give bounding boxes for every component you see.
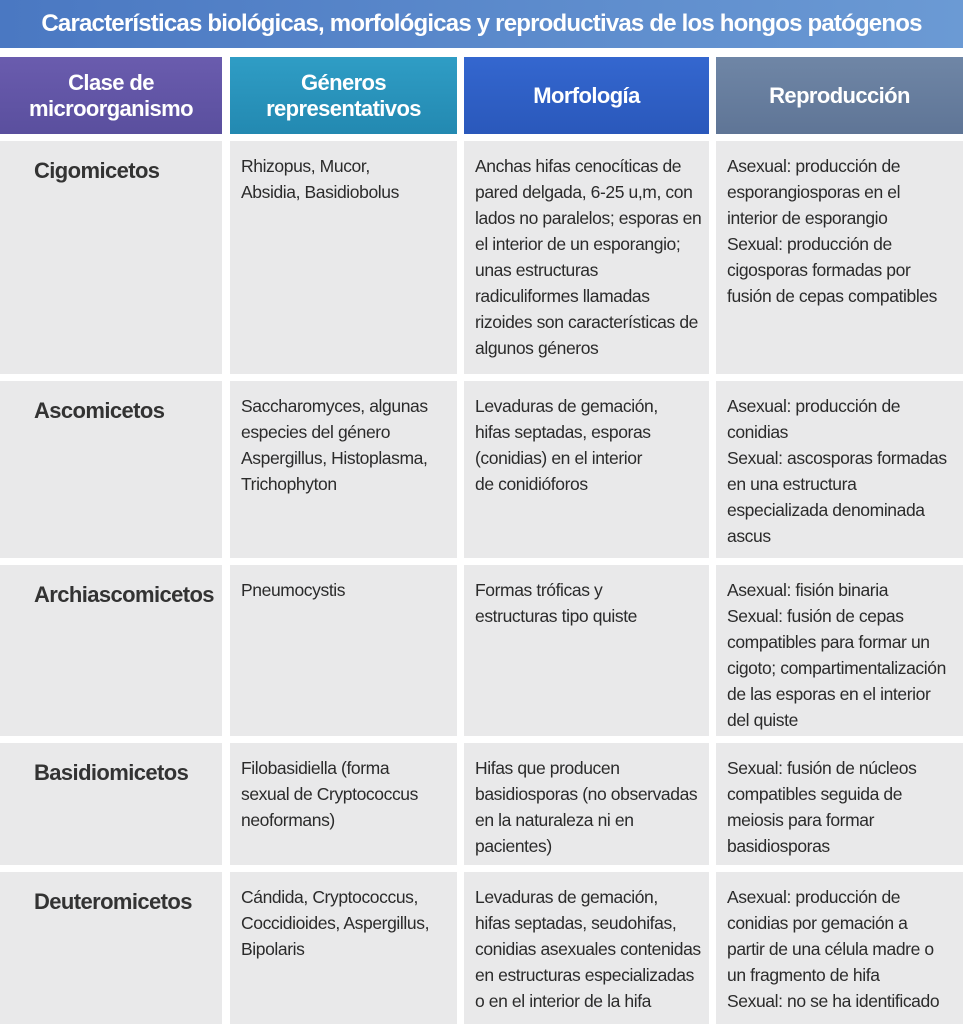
row-deuteromicetos-reproduccion: Asexual: producción de conidias por gemación a partir de una célula madre o un fragmento de hifa Sexual: no se ha identificado [716,872,963,1024]
row-basidiomicetos-reproduccion: Sexual: fusión de núcleos compatibles seguida de meiosis para formar basidiosporas [716,743,963,865]
row-ascomicetos-morfologia: Levaduras de gemación, hifas septadas, esporas (conidias) en el interior de conidióforos [464,381,709,558]
row-cigomicetos-reproduccion: Asexual: producción de esporangiosporas en el interior de esporangio Sexual: producción de cigosporas formadas por fusión de cepas compatibles [716,141,963,374]
row-ascomicetos-generos: Saccharomyces, algunas especies del género Aspergillus, Histoplasma, Trichophyton [230,381,457,558]
row-ascomicetos-reproduccion: Asexual: producción de conidias Sexual: ascosporas formadas en una estructura especializada denominada ascus [716,381,963,558]
header-morfologia: Morfología [464,57,709,134]
row-archiascomicetos-reproduccion: Asexual: fisión binaria Sexual: fusión de cepas compatibles para formar un cigoto; compartimentalización de las esporas en el interior del quiste [716,565,963,736]
row-basidiomicetos-morfologia: Hifas que producen basidiosporas (no observadas en la naturaleza ni en pacientes) [464,743,709,865]
row-ascomicetos-clase: Ascomicetos [0,381,222,558]
header-reproduccion: Reproducción [716,57,963,134]
row-archiascomicetos-generos: Pneumocystis [230,565,457,736]
row-archiascomicetos-clase: Archiascomicetos [0,565,222,736]
header-clase: Clase de microorganismo [0,57,222,134]
row-deuteromicetos-morfologia: Levaduras de gemación, hifas septadas, seudohifas, conidias asexuales contenidas en estructuras especializadas o en el interior de la hifa [464,872,709,1024]
row-cigomicetos-morfologia: Anchas hifas cenocíticas de pared delgada, 6-25 u,m, con lados no paralelos; esporas en el interior de un esporangio; unas estructuras radiculiformes llamadas rizoides son características de algunos géneros [464,141,709,374]
row-deuteromicetos-generos: Cándida, Cryptococcus, Coccidioides, Aspergillus, Bipolaris [230,872,457,1024]
table-title: Características biológicas, morfológicas y reproductivas de los hongos patógenos [0,0,963,48]
row-basidiomicetos-generos: Filobasidiella (forma sexual de Cryptococcus neoformans) [230,743,457,865]
row-deuteromicetos-clase: Deuteromicetos [0,872,222,1024]
row-basidiomicetos-clase: Basidiomicetos [0,743,222,865]
row-cigomicetos-clase: Cigomicetos [0,141,222,374]
header-generos: Géneros representativos [230,57,457,134]
row-archiascomicetos-morfologia: Formas tróficas y estructuras tipo quiste [464,565,709,736]
row-cigomicetos-generos: Rhizopus, Mucor, Absidia, Basidiobolus [230,141,457,374]
